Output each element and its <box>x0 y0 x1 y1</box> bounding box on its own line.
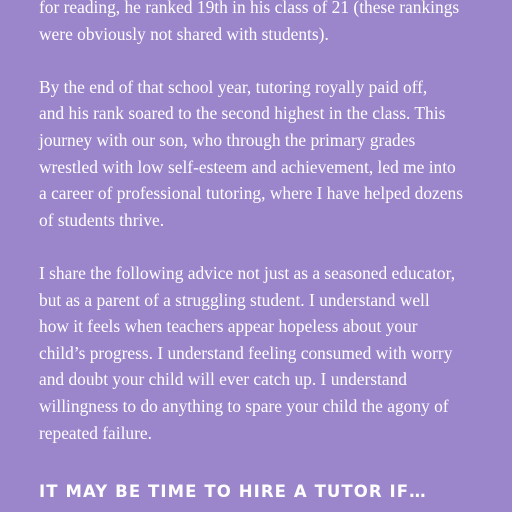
paragraph-parent-advice <box>39 260 501 446</box>
text-line: a career of professional tutoring, where I have helped dozens <box>39 183 463 204</box>
text-line: and doubt your child will ever catch up. I understand <box>39 369 407 390</box>
text-line: child’s progress. I understand feeling consumed with worry <box>39 342 453 363</box>
text-line: of students thrive. <box>39 209 165 230</box>
paragraph-reading-rank <box>39 0 501 47</box>
text-line: were obviously not shared with students). <box>39 23 329 44</box>
paragraph-tutoring-journey <box>39 74 501 234</box>
section-heading: IT MAY BE TIME TO HIRE A TUTOR IF… <box>39 482 427 501</box>
text-line: repeated failure. <box>39 422 152 443</box>
text-line: By the end of that school year, tutoring royally paid off, <box>39 76 428 97</box>
text-line: for reading, he ranked 19th in his class of 21 (these rankings <box>39 0 460 17</box>
text-line: journey with our son, who through the primary grades <box>39 129 416 150</box>
text-line: and his rank soared to the second highest in the class. This <box>39 103 446 124</box>
text-line: wrestled with low self-esteem and achievement, led me into <box>39 156 456 177</box>
text-line: I share the following advice not just as a seasoned educator, <box>39 262 456 283</box>
text-line: how it feels when teachers appear hopeless about your <box>39 316 418 337</box>
text-line: willingness to do anything to spare your child the agony of <box>39 395 449 416</box>
article-body <box>39 0 501 473</box>
text-line: but as a parent of a struggling student. I understand well <box>39 289 430 310</box>
